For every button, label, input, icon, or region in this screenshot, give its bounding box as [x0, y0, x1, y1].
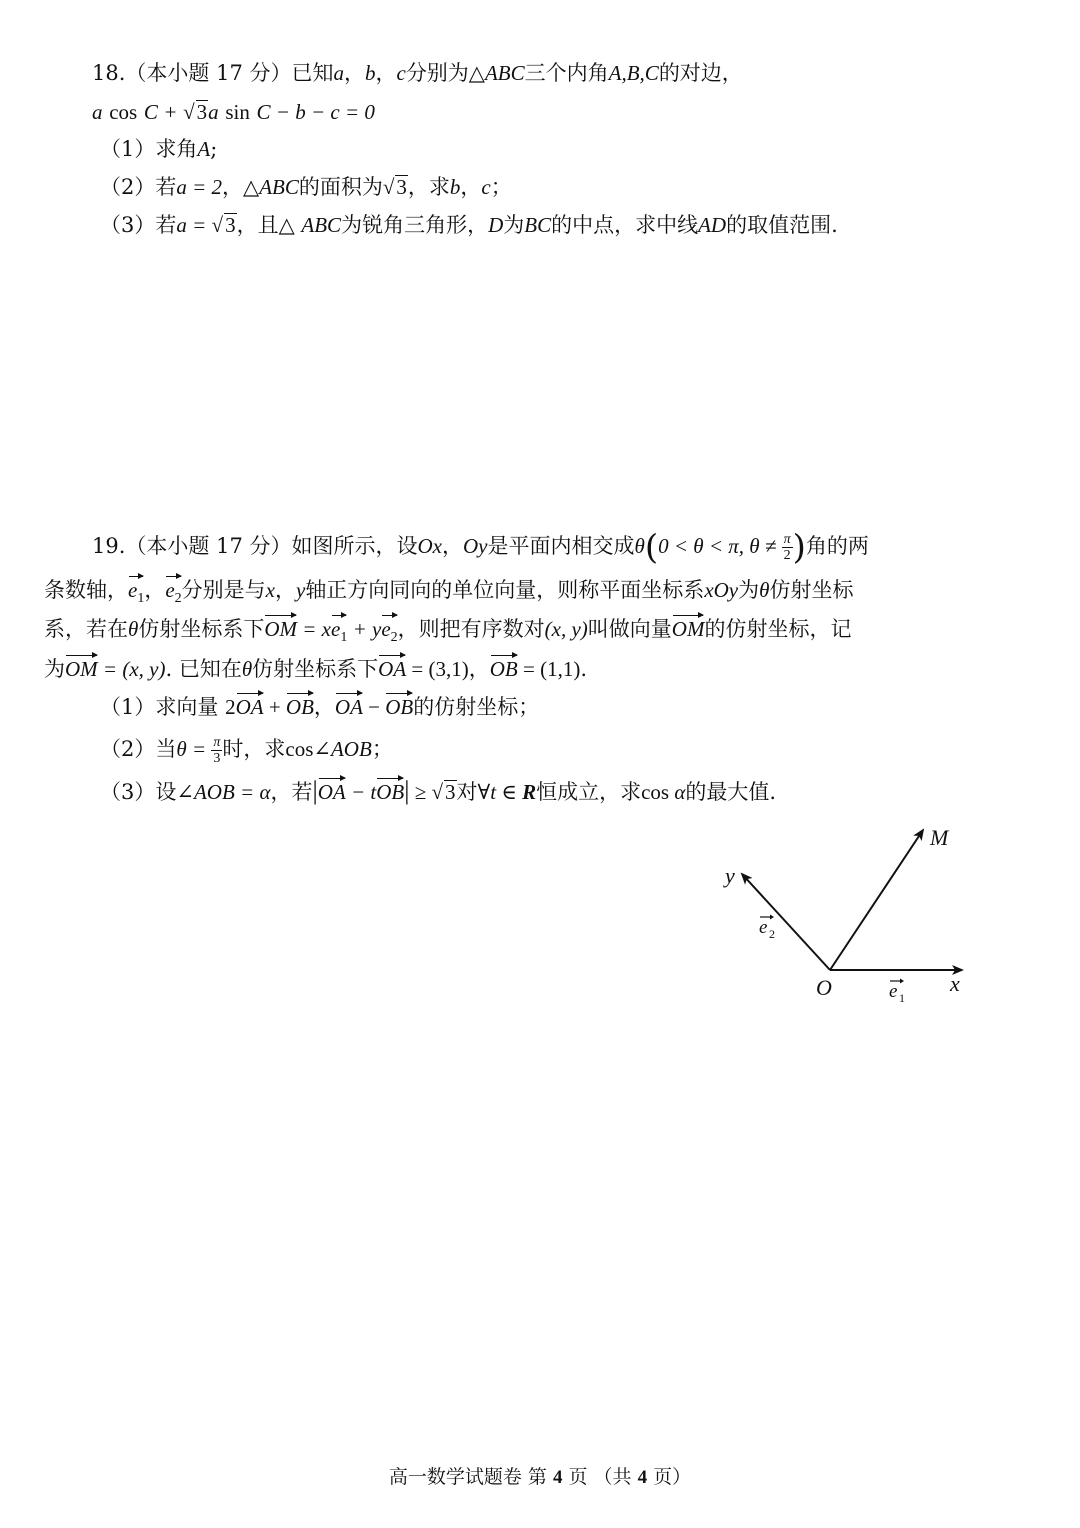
real-set: R [522, 780, 537, 804]
affine-coordinate-figure [700, 815, 990, 1015]
q18-points: （本小题 17 分） [125, 61, 292, 85]
eq-part: = (x, y) [97, 657, 166, 681]
var-x: x [265, 578, 275, 602]
q18-stem: 分别为△ [405, 61, 485, 85]
punct: ; [210, 137, 218, 161]
theta: θ [128, 617, 139, 641]
q19-text: 叫做向量 [587, 617, 672, 641]
q19-text: . 已知在 [165, 657, 242, 681]
part-label: （2） [100, 737, 156, 761]
label-y: y [725, 863, 735, 888]
triangle-abc: ABC [301, 213, 342, 237]
theta: θ [241, 657, 253, 681]
angle-eq: AOB = α [193, 780, 271, 804]
q19-text: 仿射坐标系下 [138, 617, 265, 641]
var-y: y [295, 578, 306, 602]
theta: θ [634, 534, 645, 558]
part-text: 的最大值. [685, 780, 777, 804]
q18-number: 18. [92, 61, 126, 85]
var-BC: BC [524, 213, 552, 237]
frac-num: π [213, 735, 221, 750]
vec-e: e [381, 617, 391, 641]
theta: θ [759, 578, 770, 602]
coef-2: 2 [225, 695, 236, 719]
q18-stem: 已知 [291, 61, 334, 85]
part-text: 设∠ [155, 780, 194, 804]
part-text: 求向量 [155, 695, 226, 719]
om-vector [830, 830, 923, 970]
eq-sqrt3: 3 [196, 100, 208, 124]
frac-den: 2 [783, 548, 791, 563]
vector-oa: OA [236, 692, 264, 722]
part-text: ，若 [270, 780, 313, 804]
eq-part: = x [297, 617, 331, 641]
oa-value: = (3,1) [406, 657, 469, 681]
sqrt3: 3 [396, 175, 407, 199]
part-text: 为锐角三角形， [341, 213, 489, 237]
sqrt3: 3 [445, 780, 456, 804]
var-b: b [449, 175, 461, 199]
eq-rest: C − b − c = 0 [256, 100, 375, 124]
var-c: c [396, 61, 406, 85]
q19-number: 19. [92, 534, 126, 558]
eq-plus: + [164, 100, 177, 124]
comma: ， [144, 578, 166, 602]
q19-text: 条数轴， [44, 578, 128, 602]
angle-aob: AOB [330, 737, 372, 761]
part-label: （1） [100, 695, 156, 719]
vector-ob: OB [385, 692, 413, 722]
y-axis [742, 874, 830, 970]
q19-line-2 [44, 575, 853, 614]
vector-ob: OB [376, 777, 404, 807]
footer-text: 页 （共 [562, 1466, 638, 1488]
part-label: （1） [100, 137, 156, 161]
vector-oa: OA [335, 692, 363, 722]
eq-a: a [208, 100, 219, 124]
label-x: x [950, 971, 960, 996]
e2-sub: 2 [769, 927, 775, 941]
q18-stem: 三个内角 [524, 61, 609, 85]
fraction-pi-3 [211, 735, 222, 766]
eq-c: C [143, 100, 158, 124]
sub-2: 2 [390, 630, 398, 646]
vector-e2 [381, 614, 397, 653]
op-minus: − [362, 695, 386, 719]
vector-ob: OB [490, 654, 518, 684]
q19-line-3 [44, 614, 851, 653]
theta-condition: 0 < θ < π, θ ≠ [658, 534, 782, 558]
frac-den: 3 [213, 751, 221, 766]
punct: . [580, 657, 588, 681]
label-e1 [889, 979, 905, 1006]
part-text: ，求 [407, 175, 450, 199]
var-c: c [481, 175, 491, 199]
comma: ， [375, 61, 397, 85]
q18-stem: 的对边， [658, 61, 743, 85]
t-in: t ∈ [490, 780, 523, 804]
part-text: ，且△ [236, 213, 302, 237]
q19-text: 为 [738, 578, 760, 602]
vector-e1 [331, 614, 347, 653]
var-a: a [333, 61, 344, 85]
sub-1: 1 [340, 630, 348, 646]
sub-2: 2 [174, 591, 182, 607]
q19-text: 是平面内相交成 [487, 534, 635, 558]
q19-text: 系，若在 [44, 617, 128, 641]
page-footer [0, 1462, 1080, 1489]
sqrt3: 3 [225, 213, 236, 237]
vector-oa: OA [378, 654, 406, 684]
q18-equation: a cos C + √3a sin C − b − c = 0 [92, 100, 375, 124]
part-text: 的取值范围. [726, 213, 838, 237]
vector-e2 [165, 575, 181, 614]
part-text: 求角 [155, 137, 198, 161]
eq-a: a [92, 100, 103, 124]
footer-total: 4 [637, 1467, 648, 1488]
q19-text: 仿射坐标系下 [252, 657, 379, 681]
q19-text: 轴正方向同向的单位向量，则称平面坐标系 [305, 578, 705, 602]
punct: ； [371, 737, 393, 761]
var-b: b [364, 61, 376, 85]
eq-a-sqrt3: a = [176, 213, 212, 237]
q19-text: 分别是与 [181, 578, 266, 602]
e2-letter: e [759, 917, 768, 938]
q19-text: 为 [44, 657, 65, 681]
part-text: 若 [155, 175, 177, 199]
angles: A,B,C [608, 61, 659, 85]
triangle-abc: ABC [259, 175, 299, 199]
q19-part-2 [100, 732, 393, 766]
q19-part-3: （3）设∠AOB = α，若|OA − tOB| ≥ √3对∀t ∈ R恒成立，求cos α的最大值. [100, 776, 777, 805]
punct: ； [490, 175, 512, 199]
footer-page: 4 [552, 1467, 563, 1488]
q19-text: 的仿射坐标，记 [704, 617, 852, 641]
comma: ， [441, 534, 463, 558]
q18-part-3: （3）若a = √3，且△ ABC为锐角三角形，D为BC的中点，求中线AD的取值范围. [100, 213, 838, 237]
var-A: A [197, 137, 211, 161]
triangle-abc: ABC [484, 61, 525, 85]
label-M: M [930, 825, 949, 850]
var-D: D [488, 213, 504, 237]
vector-ob: OB [286, 692, 314, 722]
e1-sub: 1 [899, 991, 905, 1005]
xoy: xOy [704, 578, 739, 602]
eq-part: + y [347, 617, 382, 641]
vec-e: e [331, 617, 341, 641]
q19-line-4 [44, 654, 587, 684]
comma: ， [460, 175, 482, 199]
part-text: 时，求 [222, 737, 286, 761]
part-text: 的面积为 [298, 175, 383, 199]
cos: cos [641, 780, 675, 804]
op-plus: + [263, 695, 286, 719]
var-AD: AD [698, 213, 727, 237]
pair-xy: (x, y) [544, 617, 588, 641]
q18-line-1 [92, 58, 743, 88]
part-label: （3） [100, 780, 156, 804]
q19-text: ，则把有序数对 [397, 617, 545, 641]
vector-om: OM [264, 614, 297, 644]
ob-value: = (1,1) [517, 657, 581, 681]
op-ge: ≥ [409, 780, 432, 804]
q19-text: 角的两 [805, 534, 869, 558]
e1-letter: e [889, 981, 898, 1002]
comma: ， [343, 61, 365, 85]
eq-cos: cos [109, 100, 138, 124]
part-text: 当 [155, 737, 177, 761]
eq-sin: sin [225, 100, 250, 124]
q19-line-1: 19.（本小题 17 分）如图所示，设Ox，Oy是平面内相交成θ(0 < θ < π, θ ≠ $\frac{\pi}{2}$ )角的两 [92, 527, 869, 568]
part-text: 为 [503, 213, 525, 237]
op-minus-t: − t [345, 780, 377, 804]
part-text: 的仿射坐标； [413, 695, 540, 719]
part-text: ，△ [222, 175, 260, 199]
frac-num: π [783, 532, 791, 547]
axis-ox: Ox [417, 534, 442, 558]
part-text: 对∀ [456, 780, 491, 804]
q19-text: 仿射坐标 [769, 578, 854, 602]
part-label: （3） [100, 213, 156, 237]
axis-oy: Oy [462, 534, 488, 558]
label-O: O [816, 975, 832, 1000]
footer-text: 页） [647, 1466, 692, 1488]
vector-om: OM [672, 614, 705, 644]
part-text: 的中点，求中线 [551, 213, 699, 237]
vec-e: e [128, 578, 138, 602]
comma: ， [274, 578, 296, 602]
alpha: α [674, 780, 686, 804]
sub-1: 1 [137, 591, 145, 607]
theta-eq: θ = [176, 737, 212, 761]
part-text: 恒成立，求 [536, 780, 642, 804]
vector-om: OM [65, 654, 98, 684]
q19-text: 如图所示，设 [291, 534, 418, 558]
fraction-pi-2 [782, 532, 793, 563]
vector-oa: OA [318, 777, 346, 807]
vector-e1 [128, 575, 144, 614]
q19-part-1 [100, 692, 539, 722]
comma: ， [468, 657, 490, 681]
comma: ， [313, 695, 335, 719]
cos-angle: cos∠ [285, 737, 331, 761]
eq-a2: a = 2 [176, 175, 223, 199]
label-e2 [759, 915, 775, 942]
q18-part-1 [100, 134, 217, 164]
footer-text: 高一数学试题卷 第 [388, 1466, 553, 1488]
part-label: （2） [100, 175, 156, 199]
part-text: 若 [155, 213, 177, 237]
q19-points: （本小题 17 分） [125, 534, 292, 558]
q18-part-2: （2）若a = 2，△ABC的面积为√3，求b，c； [100, 175, 512, 199]
vec-e: e [165, 578, 175, 602]
